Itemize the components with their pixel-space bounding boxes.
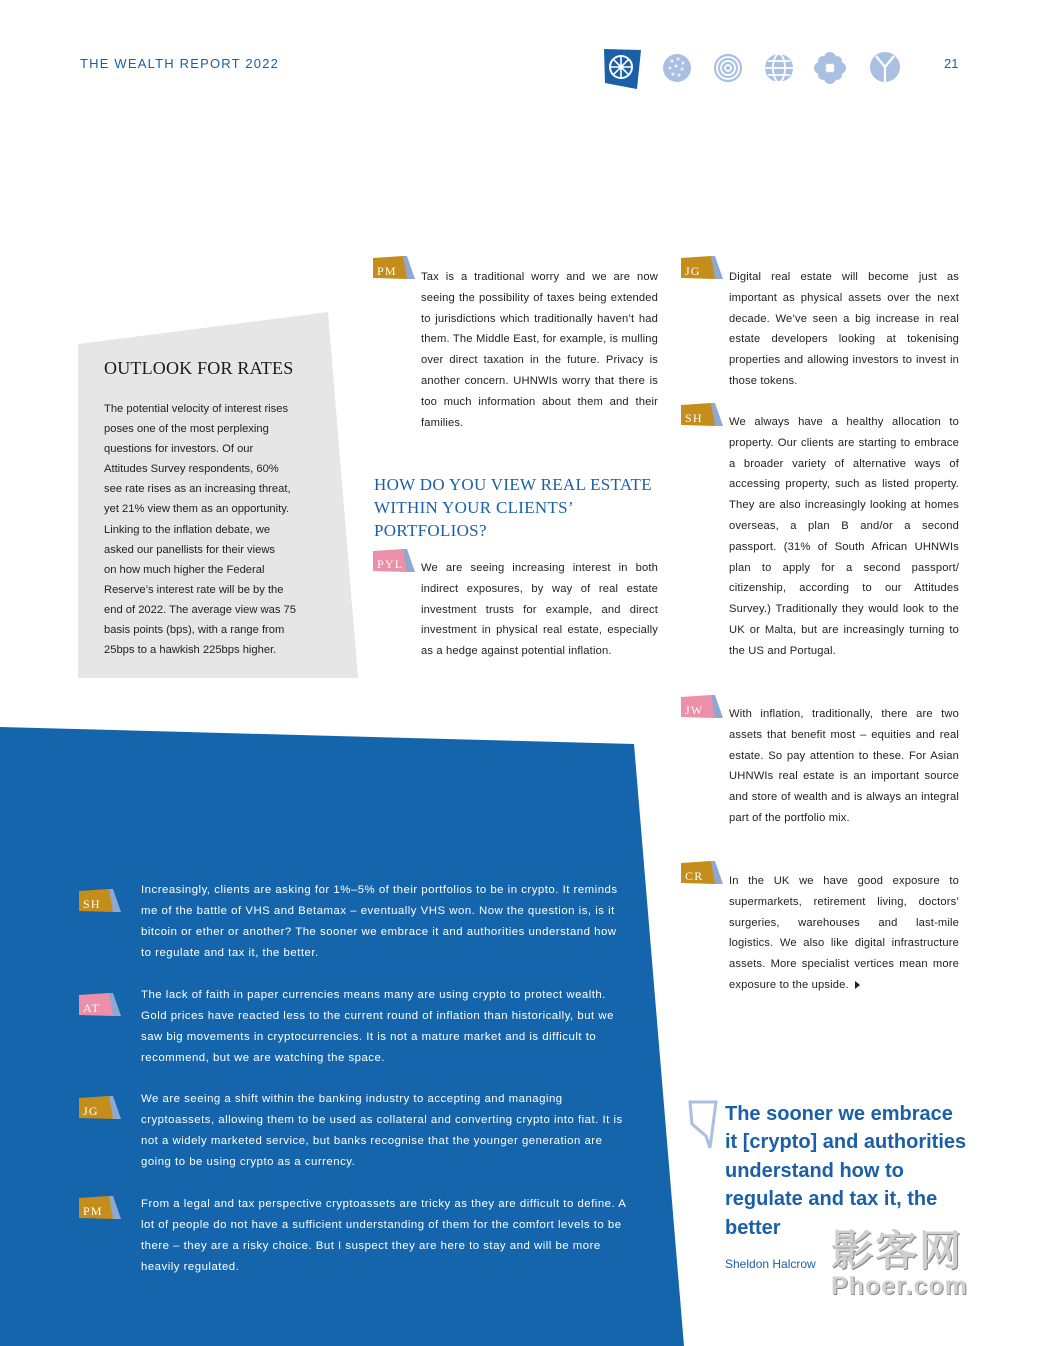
outlook-line: end of 2022. The average view was 75	[104, 603, 296, 616]
badge-label: JG	[685, 264, 701, 278]
jw-inflation-paragraph: With inflation, traditionally, there are two assets that benefit most – equities and real estate. So pay attention to these. For Asian UHNWIs real estate is an important source and store of wealth and is always an integral part of the portfolio mix.	[729, 708, 959, 824]
real-estate-subheading: HOW DO YOU VIEW REAL ESTATE WITHIN YOUR CLIENTS’ PORTFOLIOS?	[374, 475, 652, 540]
outlook-line: The potential velocity of interest rises	[104, 403, 289, 415]
badge-label: JG	[83, 1104, 99, 1118]
outlook-line: see rate rises as an increasing threat,	[104, 483, 291, 496]
badge-label: PM	[377, 264, 397, 278]
outlook-title: OUTLOOK FOR RATES	[104, 358, 294, 378]
pull-quote: The sooner we embrace it [crypto] and authorities understand how to regulate and tax it, the better	[725, 1103, 967, 1239]
outlook-line: basis points (bps), with a range from	[104, 624, 285, 637]
badge-label: PM	[83, 1204, 103, 1218]
pm-tax-paragraph: Tax is a traditional worry and we are now seeing the possibility of taxes being extended to jurisdictions which traditionally haven’t had them. The Middle East, for example, is mulling over direct taxation in the future. Privacy is another concern. UHNWIs worry that there is too much information about them and their families.	[421, 271, 658, 429]
sh-crypto-paragraph: Increasingly, clients are asking for 1%–5% of their portfolios to be in crypto. It reminds me of the battle of VHS and Betamax – eventually VHS won. Now the question is, is it bitcoin or ether or another? The sooner we embrace it and authorities understand how to regulate and tax it, the better.	[141, 884, 618, 959]
quote-mark-icon	[688, 1100, 720, 1152]
outlook-line: 25bps to a hawkish 225bps higher.	[104, 644, 277, 657]
outlook-line: poses one of the most perplexing	[104, 423, 269, 436]
initials-badge-jw	[681, 695, 725, 727]
cr-uk-exposure-paragraph	[729, 871, 959, 996]
watermark-logo: 影客网	[831, 1227, 964, 1274]
badge-label: AT	[83, 1001, 101, 1015]
initials-badge-sh	[681, 403, 725, 435]
cr-paragraph-text: In the UK we have good exposure to supermarkets, retirement living, doctors’ surgeries, warehouses and last-mile logistics. We also like digital infrastructure assets. More specialist vertices mean more exposure to the upside.	[729, 875, 959, 991]
jg-digital-real-estate-paragraph: Digital real estate will become just as important as physical assets over the next decade. We’ve seen a big increase in real estate developers looking at tokenising properties and allowing investors to invest in those tokens.	[729, 271, 959, 387]
outlook-line: questions for investors. Of our	[104, 443, 254, 456]
outlook-line: Reserve’s interest rate will be by the	[104, 583, 284, 596]
report-title: THE WEALTH REPORT 2022	[80, 56, 280, 71]
badge-label: PYL	[377, 557, 404, 571]
initials-badge-sh-crypto	[79, 889, 123, 921]
outlook-line: on how much higher the Federal	[104, 563, 265, 576]
badge-label: CR	[685, 869, 704, 883]
pm-crypto-paragraph: From a legal and tax perspective cryptoassets are tricky as they are difficult to define. A lot of people do not have a sufficient understanding of them for the comfort levels to be there – they are a risky choice. But I suspect they are here to stay and will be more heavily regulated.	[141, 1198, 626, 1273]
quote-attribution: Sheldon Halcrow	[725, 1257, 816, 1271]
page-number: 21	[944, 56, 959, 71]
pyl-real-estate-paragraph: We are seeing increasing interest in both indirect exposures, by way of real estate investment trusts for example, and direct investment in physical real estate, especially as a hedge against potential inflation.	[421, 562, 658, 658]
at-crypto-paragraph: The lack of faith in paper currencies means many are using crypto to protect wealth. Gold prices have reacted less to the current round of inflation than historically, but we saw big movements in cryptocurrencies. It is not a mature market and is difficult to recommend, but we are watching the space.	[141, 989, 614, 1064]
badge-label: SH	[685, 411, 703, 425]
outlook-line: Attitudes Survey respondents, 60%	[104, 463, 279, 476]
jg-crypto-paragraph: We are seeing a shift within the banking industry to accepting and managing cryptoassets, allowing them to be used as collateral and converting crypto into fiat. It is not a widely marketed service, but banks recognise that the younger generation are going to be using crypto as a currency.	[141, 1093, 623, 1168]
sh-property-paragraph: We always have a healthy allocation to property. Our clients are starting to embrace a broader variety of alternative ways of accessing property, such as listed property. They are also increasingly looking at homes overseas, a plan B and/or a second passport. (31% of South African UHNWIs plan to apply for a second passport/ citizenship, according to our Attitudes Survey.) Traditionally they would look to the UK or Malta, but are increasingly turning to the US and Portugal.	[729, 416, 959, 657]
outlook-line: asked our panellists for their views	[104, 543, 275, 556]
initials-badge-pm-crypto	[79, 1196, 123, 1228]
initials-badge-pm	[373, 256, 417, 288]
continue-arrow-icon[interactable]	[855, 981, 860, 989]
outlook-line: Linking to the inflation debate, we	[104, 523, 271, 536]
initials-badge-jg-crypto	[79, 1096, 123, 1128]
badge-label: SH	[83, 897, 101, 911]
initials-badge-jg	[681, 256, 725, 288]
initials-badge-cr	[681, 861, 725, 893]
watermark-url: Phoer.com	[831, 1272, 968, 1300]
badge-label: JW	[685, 703, 704, 717]
initials-badge-pyl	[373, 549, 417, 581]
outlook-line: yet 21% view them as an opportunity.	[104, 503, 290, 516]
initials-badge-at	[79, 993, 123, 1025]
